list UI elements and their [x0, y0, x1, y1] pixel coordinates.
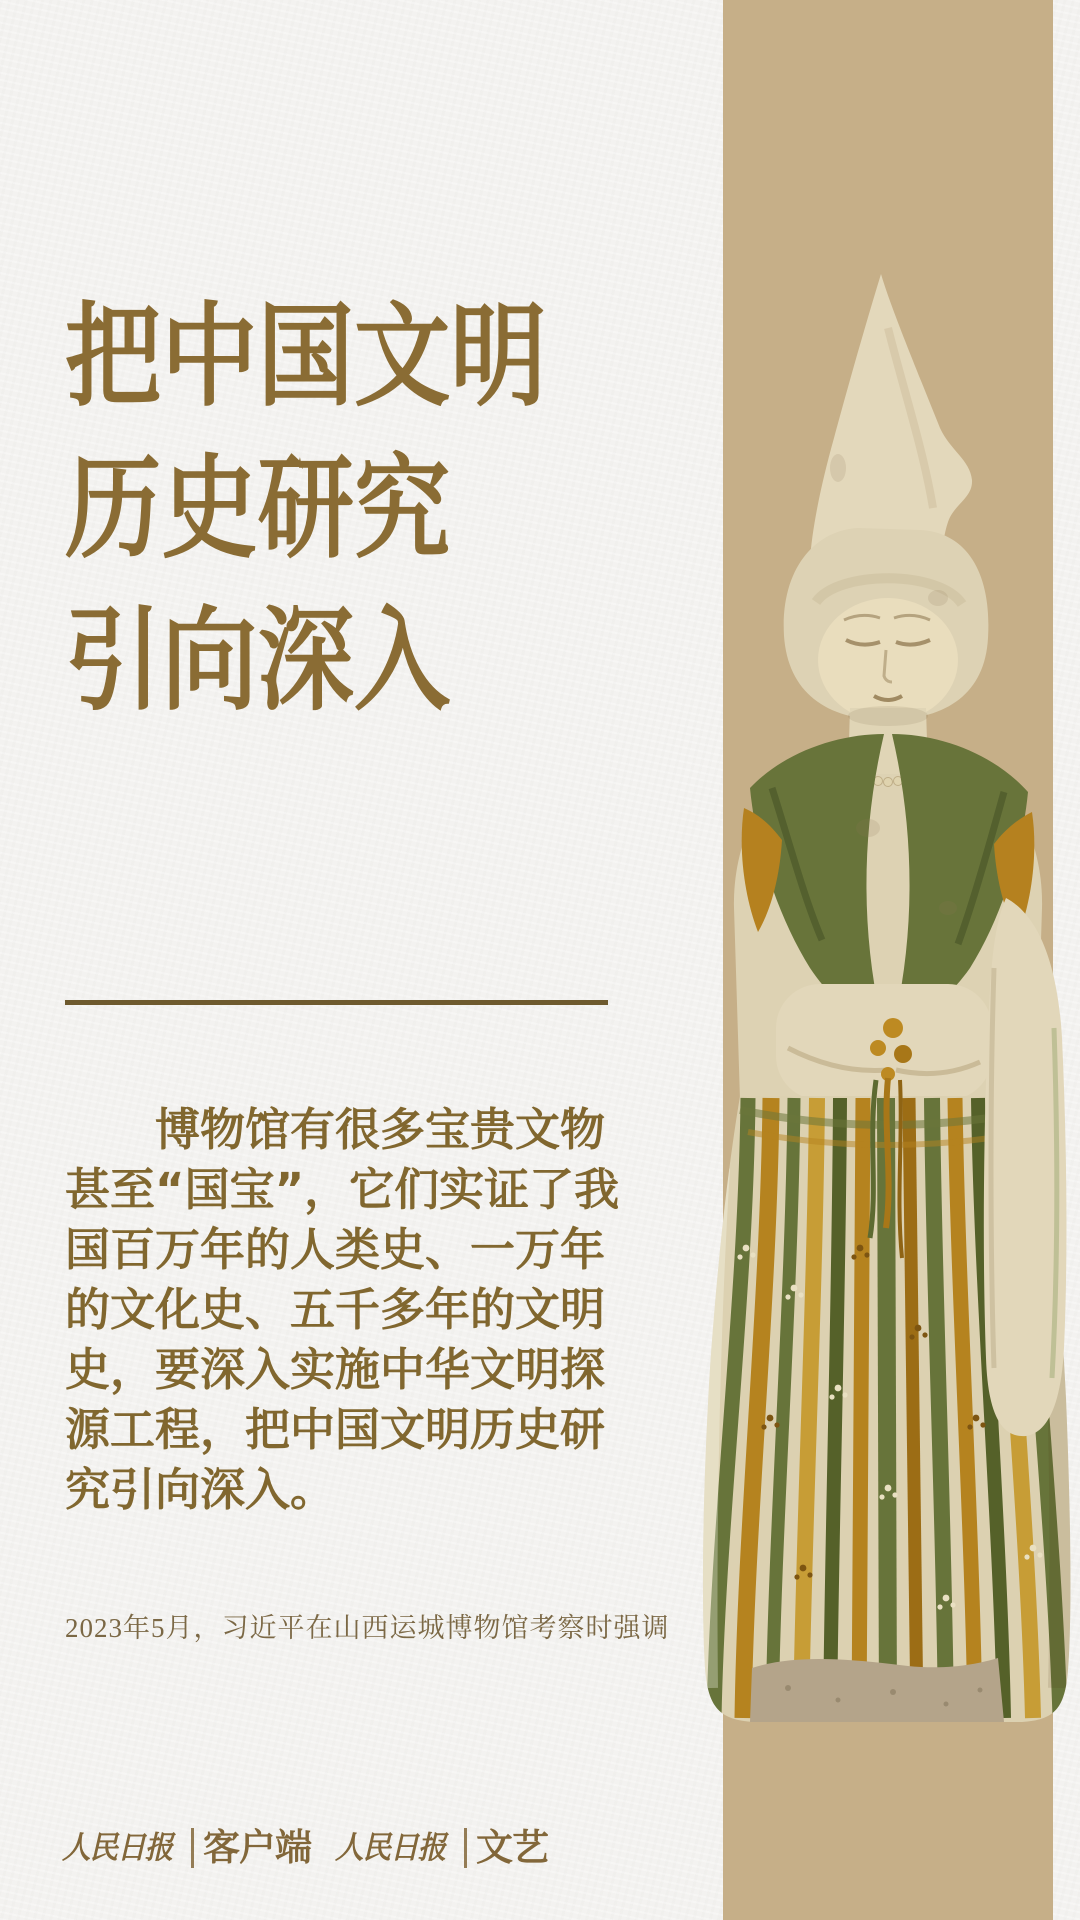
quote-line: 的文化史、五千多年的文明	[65, 1283, 606, 1336]
peoples-daily-script-logo: 人民日报	[335, 1830, 446, 1865]
arts-label: 文艺	[476, 1826, 548, 1869]
brand-peoples-daily-arts	[335, 1826, 548, 1870]
headline-line-1: 把中国文明	[65, 296, 547, 420]
headline	[65, 282, 547, 738]
quote-line: 博物馆有很多宝贵文物	[155, 1103, 606, 1156]
brand-peoples-daily-client	[62, 1826, 311, 1870]
quote-line: 史，要深入实施中华文明探	[65, 1343, 606, 1396]
citation: 2023年5月，习近平在山西运城博物馆考察时强调	[65, 1613, 670, 1643]
quote-line: 究引向深入。	[65, 1463, 336, 1516]
brand-divider-bar	[191, 1828, 194, 1868]
peoples-daily-script-logo: 人民日报	[62, 1830, 173, 1865]
quote-line: 国百万年的人类史、一万年	[65, 1223, 606, 1276]
sancai-figurine-illustration	[688, 268, 1078, 1728]
quote-paragraph	[65, 1100, 625, 1520]
brand-divider-bar	[464, 1828, 467, 1868]
headline-line-2: 历史研究	[65, 448, 451, 572]
client-label: 客户端	[203, 1826, 311, 1869]
quote-line: 源工程，把中国文明历史研	[65, 1403, 606, 1456]
quote-line: 甚至“国宝”，它们实证了我	[65, 1163, 620, 1216]
headline-line-3: 引向深入	[65, 600, 451, 724]
footer-logos	[62, 1826, 548, 1870]
divider-rule	[65, 1000, 608, 1005]
